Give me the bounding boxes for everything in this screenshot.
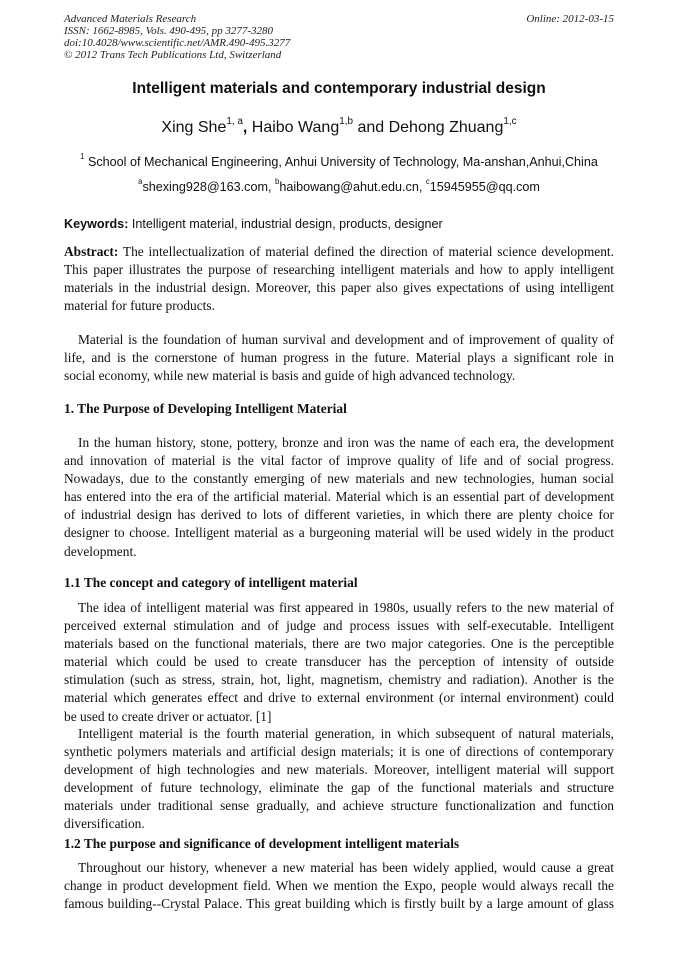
journal-name: Advanced Materials Research [64, 13, 197, 25]
affiliation-sup: 1 [80, 152, 85, 161]
section-heading: 1.2 The purpose and significance of development intelligent materials [64, 836, 460, 851]
paragraph-line: designer to choose. Intelligent material as a burgeoning material will be used widely in the product [64, 525, 614, 541]
author-sup: 1,b [339, 116, 353, 127]
email-sup: b [274, 177, 280, 186]
paragraph-line: development of high technologies and new materials. Moreover, intelligent material will support [64, 762, 614, 778]
email: shexing928@163.com, [142, 180, 275, 194]
keywords [64, 217, 443, 231]
author-name: Dehong Zhuang [388, 119, 504, 136]
paragraph-line: material which could be used to create transducer has the perception of intensity of outside [64, 654, 614, 670]
email: 15945955@qq.com [429, 180, 540, 194]
issn: ISSN: 1662-8985, Vols. 490-495, pp 3277-3280 [64, 25, 273, 37]
paragraph-line: In the human history, stone, pottery, bronze and iron was the name of each era, the development [78, 435, 614, 450]
doi: doi:10.4028/www.scientific.net/AMR.490-495.3277 [64, 37, 291, 49]
affiliation [0, 152, 678, 169]
paragraph-line: Intelligent material is the fourth material generation, in which subsequent of natural materials, [78, 726, 614, 741]
paragraph-line: change in product development field. When we mention the Expo, people would always recall the [64, 878, 614, 894]
paragraph-line: development. [64, 543, 137, 559]
section1-paragraph [64, 434, 614, 561]
author-name: Xing She [161, 119, 227, 136]
email-sup: c [425, 177, 430, 186]
paragraph-line: materials based on the functional materials, there are two major categories. One is the perceptible [64, 636, 614, 652]
author-sep: and [353, 119, 389, 136]
online-date: Online: 2012-03-15 [526, 13, 614, 25]
paragraph-line: life, and is the cornerstone of human progress in the future. Material plays a significant role in [64, 350, 614, 366]
section11-paragraph [64, 599, 614, 726]
author-sep: , [242, 119, 252, 136]
abstract-line [64, 243, 614, 261]
keywords-label: Keywords: [64, 217, 129, 231]
paragraph-line: has entered into the era of the artificial material. Material which is an essential part of development [64, 489, 614, 505]
author-sup: 1,c [503, 116, 517, 127]
paragraph-line: development of future technology, eliminate the gap of the functional materials and structure [64, 780, 614, 796]
journal-header [64, 13, 290, 61]
paragraph-line: Nowadays, due to the constantly emerging of new materials and new technologies, human social [64, 471, 614, 487]
abstract-line: materials in the industrial design. Moreover, this paper also gives expectations of using intelligent [64, 280, 614, 296]
emails [0, 177, 678, 194]
paragraph-line: be used to create driver or actuator. [1] [64, 708, 272, 724]
section12-paragraph [64, 859, 614, 913]
authors [0, 116, 678, 137]
paragraph-line: diversification. [64, 816, 145, 832]
abstract-line: This paper illustrates the purpose of researching intelligent materials and how to apply intelligent [64, 262, 614, 278]
paragraph-line: synthetic polymers materials and artificial design materials; it is one of directions of contemporary [64, 744, 614, 760]
paragraph-line: perceived external stimulation and of judge and process issues with self-executable. Intelligent [64, 618, 614, 634]
abstract [64, 243, 614, 315]
keywords-text: Intelligent material, industrial design, products, designer [128, 217, 443, 231]
paragraph-line: of industrial design has derived to lots of different varieties, in which there are plenty choice for [64, 507, 614, 523]
affiliation-text: School of Mechanical Engineering, Anhui University of Technology, Ma-anshan,Anhui,China [84, 155, 598, 169]
abstract-line: material for future products. [64, 298, 215, 314]
paragraph-line: material which generates effect and drive to external environment (or internal environment) could [64, 690, 614, 706]
section-heading: 1.1 The concept and category of intelligent material [64, 575, 358, 590]
abstract-label: Abstract: [64, 244, 119, 259]
intro-paragraph [64, 331, 614, 385]
paragraph-line: Material is the foundation of human survival and development and of improvement of quality of [78, 332, 614, 347]
section11-paragraph [64, 725, 614, 834]
paragraph-line: Throughout our history, whenever a new material has been widely applied, would cause a great [78, 860, 614, 875]
paragraph-line: stimulation (such as stress, strain, hot, light, magnetism, chemistry and radiation). Another is the [64, 672, 614, 688]
author-sup: 1, a [226, 116, 243, 127]
email-sup: a [138, 177, 143, 186]
email: haibowang@ahut.edu.cn, [279, 180, 426, 194]
copyright: © 2012 Trans Tech Publications Ltd, Switzerland [64, 49, 282, 61]
section-heading: 1. The Purpose of Developing Intelligent Material [64, 401, 347, 416]
paragraph-line: famous building--Crystal Palace. This great building which is firstly built by a large amount of glass [64, 896, 614, 912]
paragraph-line: social economy, while new material is basis and guide of high advanced technology. [64, 368, 516, 384]
paragraph-line: and innovation of material is the vital factor of improve quality of life and of social progress. [64, 453, 614, 469]
paper-title: Intelligent materials and contemporary industrial design [132, 80, 546, 97]
author-name: Haibo Wang [251, 119, 340, 136]
paragraph-line: The idea of intelligent material was first appeared in 1980s, usually refers to the new material of [78, 600, 614, 615]
abstract-text: The intellectualization of material defined the direction of material science development. [118, 244, 614, 259]
paragraph-line: materials under traditional sense gradually, and achieve structure functionalization and function [64, 798, 614, 814]
